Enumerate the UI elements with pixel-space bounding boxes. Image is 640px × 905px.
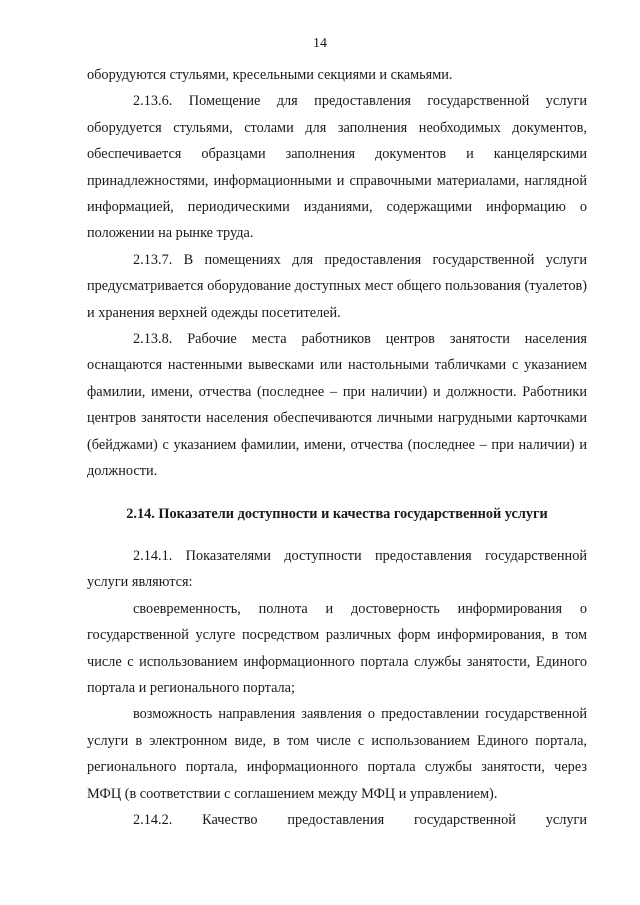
paragraph-2-14-2: 2.14.2. Качество предоставления государственной услуги: [133, 811, 587, 828]
paragraph-2-13-8: 2.13.8. Рабочие места работников центров занятости населения оснащаются настенными вывесками или настольными табличками с указанием фамилии, имени, отчества (последнее – при наличии) и должности. Работники центров занятости населения обеспечиваются личными нагрудными карточками (бейджами) с указанием фамилии, имени, отчества (последнее – при наличии) и должности.: [87, 331, 587, 480]
paragraph-2-13-6: 2.13.6. Помещение для предоставления государственной услуги оборудуется стульями, столами для заполнения необходимых документов, обеспечивается образцами заполнения документов и канцелярскими принадлежностями, информационными и справочными материалами, наглядной информацией, периодическими изданиями, содержащими информацию о положении на рынке труда.: [87, 93, 587, 242]
paragraph-continuation: оборудуются стульями, кресельными секциями и скамьями.: [87, 67, 453, 83]
paragraph-2-14-1: 2.14.1. Показателями доступности предоставления государственной услуги являются:: [87, 547, 587, 591]
paragraph-timeliness: своевременность, полнота и достоверность информирования о государственной услуге посредством различных форм информирования, в том числе с использованием информационного портала службы занятости, Единого портала и регионального портала;: [87, 600, 587, 696]
section-heading-2-14: 2.14. Показатели доступности и качества государственной услуги: [126, 505, 548, 522]
page-number: 14: [313, 36, 327, 51]
paragraph-2-13-7: 2.13.7. В помещениях для предоставления государственной услуги предусматривается оборудование доступных мест общего пользования (туалетов) и хранения верхней одежды посетителей.: [87, 251, 587, 321]
document-body: [87, 62, 587, 833]
paragraph-electronic-submission: возможность направления заявления о предоставлении государственной услуги в электронном виде, в том числе с использованием Единого портала, регионального портала, информационного портала службы занятости, через МФЦ (в соответствии с соглашением между МФЦ и управлением).: [87, 706, 587, 802]
